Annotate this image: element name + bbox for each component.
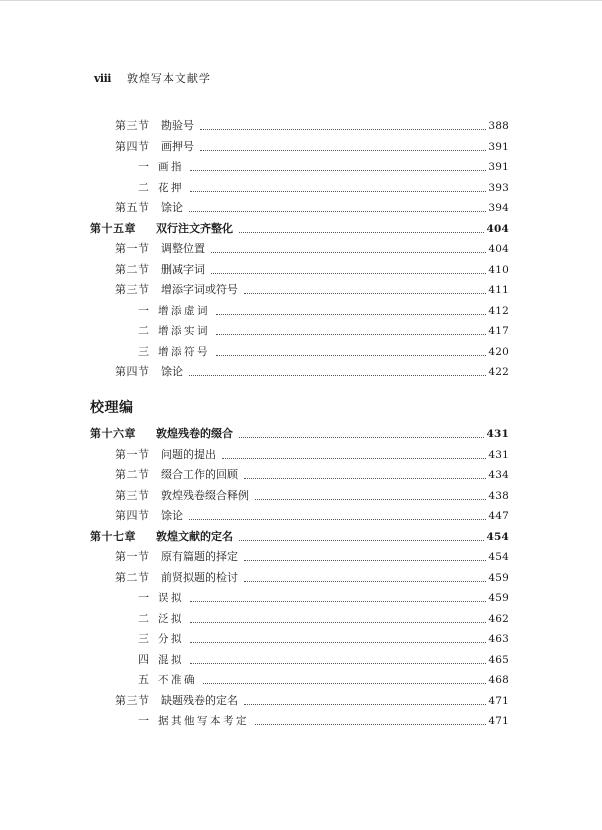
toc-entry-page: 454 <box>486 530 509 543</box>
toc-entry-title: 双行注文齐整化 <box>156 221 233 235</box>
toc-entry-number: 一 <box>138 591 149 604</box>
toc-entry-title: 误拟 <box>158 592 184 604</box>
dot-leader <box>216 334 486 335</box>
toc-entry-number: 一 <box>138 714 149 727</box>
toc-entry[interactable] <box>138 591 509 605</box>
toc-entry-number: 第五节 <box>115 201 150 214</box>
toc-entry-page: 465 <box>488 653 509 666</box>
toc-entry[interactable] <box>90 530 509 544</box>
dot-leader <box>244 581 486 582</box>
toc-entry-title: 勘验号 <box>161 119 194 132</box>
toc-entry-title: 增添符号 <box>158 345 210 358</box>
toc-entry-page: 462 <box>488 612 509 625</box>
dot-leader <box>190 601 486 602</box>
toc-entry[interactable] <box>115 242 509 256</box>
toc-entry[interactable] <box>115 694 509 708</box>
toc-entry-number: 第十七章 <box>90 529 136 543</box>
toc-entry-page: 422 <box>488 366 509 378</box>
dot-leader <box>239 437 484 438</box>
toc-entry-number: 第一节 <box>115 550 150 563</box>
dot-leader <box>244 293 486 294</box>
toc-entry-number: 第四节 <box>115 365 150 378</box>
dot-leader <box>189 375 486 376</box>
dot-leader <box>190 622 486 623</box>
toc-entry-number: 第四节 <box>115 139 150 153</box>
dot-leader <box>190 170 486 171</box>
toc-entry-title: 混拟 <box>158 653 184 666</box>
toc-entry-page: 471 <box>488 715 509 727</box>
toc-entry-title: 原有篇题的择定 <box>161 550 238 563</box>
dot-leader <box>239 232 484 233</box>
dot-leader <box>189 211 486 212</box>
toc-entry-title: 前贤拟题的检讨 <box>161 570 238 584</box>
toc-entry-number: 第二节 <box>115 468 150 481</box>
toc-entry[interactable] <box>115 509 509 523</box>
toc-entry-page: 410 <box>488 263 509 276</box>
dot-leader <box>222 458 486 459</box>
toc-entry-number: 一 <box>138 303 149 317</box>
toc-entry[interactable] <box>115 263 509 277</box>
toc-entry-page: 468 <box>488 674 509 686</box>
toc-entry-page: 459 <box>488 592 509 604</box>
toc-entry-number: 第一节 <box>115 242 150 255</box>
toc-entry-number: 第一节 <box>115 447 150 461</box>
page-number: viii <box>94 71 111 85</box>
dot-leader <box>200 150 486 151</box>
toc-entry-title: 画指 <box>158 161 184 173</box>
toc-entry-number: 三 <box>138 632 149 645</box>
toc-entry-title: 增添字词或符号 <box>161 283 238 296</box>
toc-entry[interactable] <box>90 427 509 441</box>
toc-entry-title: 敦煌残卷缀合释例 <box>161 488 249 502</box>
toc-entry[interactable] <box>138 181 509 195</box>
dot-leader <box>190 191 486 192</box>
toc-entry[interactable] <box>138 714 509 728</box>
toc-entry-page: 404 <box>486 222 509 235</box>
toc-entry[interactable] <box>138 304 509 318</box>
toc-entry-number: 三 <box>138 344 149 358</box>
toc-entry-page: 412 <box>488 304 509 317</box>
toc-entry-page: 434 <box>488 469 509 481</box>
toc-entry-title: 敦煌文献的定名 <box>156 529 233 543</box>
toc-entry[interactable] <box>138 160 509 174</box>
dot-leader <box>211 273 486 274</box>
dot-leader <box>244 704 486 705</box>
toc-entry-number: 第二节 <box>115 570 150 584</box>
toc-entry-title: 馀论 <box>161 365 183 378</box>
toc-entry-number: 第十六章 <box>90 427 136 440</box>
toc-entry-number: 第三节 <box>115 119 150 132</box>
toc-entry-title: 不准确 <box>158 674 197 686</box>
toc-entry-page: 471 <box>488 694 509 707</box>
toc-entry-number: 第十五章 <box>90 221 136 235</box>
toc-entry-title: 调整位置 <box>161 242 205 255</box>
toc-entry-title: 馀论 <box>161 509 183 522</box>
toc-entry-number: 二 <box>138 180 149 194</box>
toc-entry[interactable] <box>115 550 509 564</box>
toc-entry-number: 二 <box>138 611 149 625</box>
toc-entry-number: 四 <box>138 652 149 666</box>
dot-leader <box>190 663 486 664</box>
toc-entry[interactable] <box>138 653 509 667</box>
toc-entry-page: 463 <box>488 633 509 645</box>
toc-entry[interactable] <box>138 673 509 687</box>
toc-entry-page: 454 <box>488 551 509 563</box>
dot-leader <box>203 683 486 684</box>
toc-entry-page: 431 <box>488 448 509 461</box>
toc-entry-number: 二 <box>138 324 149 337</box>
toc-entry-number: 第二节 <box>115 262 150 276</box>
toc-entry[interactable] <box>138 345 509 359</box>
toc-entry[interactable] <box>115 119 509 133</box>
dot-leader <box>216 355 486 356</box>
toc-entry-page: 394 <box>488 202 509 214</box>
toc-entry-page: 388 <box>488 120 509 132</box>
toc-entry-page: 459 <box>488 571 509 584</box>
toc-entry-title: 删减字词 <box>161 262 205 276</box>
part-title: 校理编 <box>90 400 134 416</box>
dot-leader <box>255 724 486 725</box>
toc-entry-title: 缀合工作的回顾 <box>161 468 238 481</box>
toc-entry-page: 417 <box>488 325 509 337</box>
toc-entry-page: 447 <box>488 510 509 522</box>
toc-entry-number: 五 <box>138 673 149 686</box>
dot-leader <box>190 642 486 643</box>
toc-entry-page: 391 <box>488 161 509 173</box>
toc-entry[interactable] <box>115 571 509 585</box>
toc-entry-title: 问题的提出 <box>161 447 216 461</box>
toc-entry-page: 431 <box>486 428 509 440</box>
toc-entry-number: 第三节 <box>115 693 150 707</box>
book-title: 敦煌写本文献学 <box>126 72 211 85</box>
toc-entry[interactable] <box>115 201 509 215</box>
dot-leader <box>244 478 486 479</box>
dot-leader <box>255 499 486 500</box>
toc-entry-page: 420 <box>488 345 509 358</box>
dot-leader <box>189 519 486 520</box>
toc-entry-title: 据其他写本考定 <box>158 715 249 727</box>
toc-entry-title: 缺题残卷的定名 <box>161 693 238 707</box>
toc-entry[interactable] <box>138 612 509 626</box>
toc-entry-number: 第三节 <box>115 283 150 296</box>
toc-entry[interactable] <box>138 324 509 338</box>
toc-entry-title: 分拟 <box>158 633 184 645</box>
dot-leader <box>216 314 486 315</box>
toc-entry[interactable] <box>138 632 509 646</box>
toc-entry-number: 第四节 <box>115 509 150 522</box>
toc-entry-number: 一 <box>138 160 149 173</box>
toc-entry-title: 花押 <box>158 181 184 194</box>
toc-entry-page: 404 <box>488 243 509 255</box>
toc-entry-title: 泛拟 <box>158 612 184 625</box>
toc-entry-title: 增添虚词 <box>158 304 210 317</box>
dot-leader <box>200 129 486 130</box>
dot-leader <box>211 252 486 253</box>
toc-entry-page: 438 <box>488 489 509 502</box>
dot-leader <box>244 560 486 561</box>
toc-entry[interactable] <box>115 140 509 154</box>
toc-entry[interactable] <box>90 222 509 236</box>
toc-entry[interactable] <box>115 468 509 482</box>
toc-entry-title: 画押号 <box>161 139 194 153</box>
dot-leader <box>239 540 484 541</box>
toc-entry[interactable] <box>115 283 509 297</box>
toc-entry[interactable] <box>115 448 509 462</box>
toc-entry-number: 第三节 <box>115 488 150 502</box>
toc-entry-page: 411 <box>488 284 509 296</box>
toc-entry-title: 敦煌残卷的缀合 <box>156 427 233 440</box>
toc-entry-page: 393 <box>488 181 509 194</box>
toc-entry-page: 391 <box>488 140 509 153</box>
toc-entry-title: 增添实词 <box>158 325 210 337</box>
toc-entry-title: 馀论 <box>161 201 183 214</box>
toc-entry[interactable] <box>115 489 509 503</box>
toc-entry[interactable] <box>115 365 509 379</box>
